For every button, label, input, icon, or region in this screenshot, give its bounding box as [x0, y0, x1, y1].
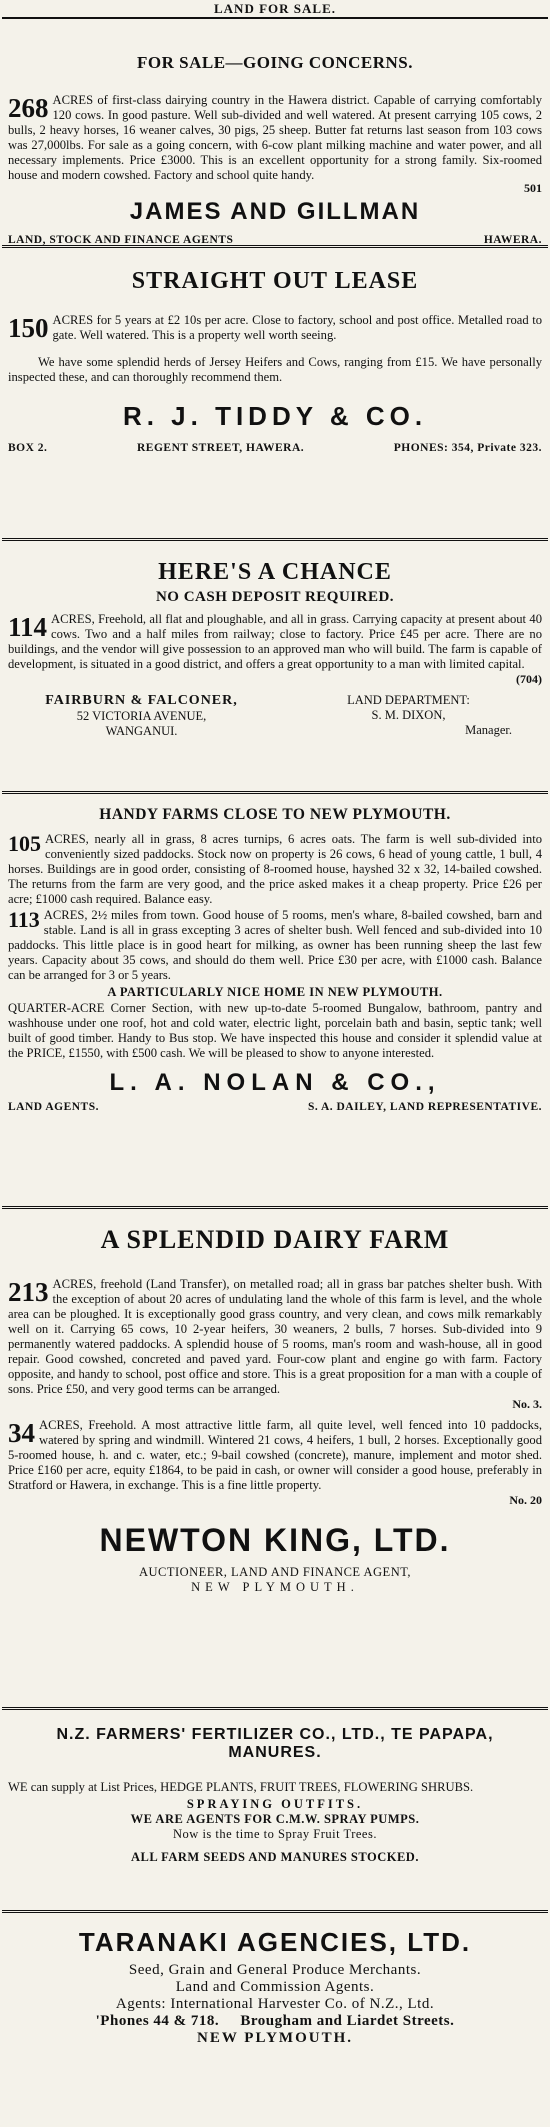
- ad-heading: FOR SALE—GOING CONCERNS.: [136, 53, 413, 72]
- ad-text: ACRES, 2½ miles from town. Good house of 5 rooms, men's whare, 8-bailed cowshed, barn and stable. Land is all in grass excepting 3 acres of shelter bush. Well fenced and sub-divided into 10 paddocks. This little place is in good heart for milking, as owner has been running sheep the last few years. Capacity about 35 cows, and should do them well. Price £30 per acre, with £1000 cash. Balance can be arranged for 3 or 5 years.: [8, 908, 542, 982]
- page-header: LAND FOR SALE.: [214, 1, 336, 16]
- firm-name: L. A. NOLAN & CO.,: [109, 1069, 441, 1096]
- firm-box: BOX 2.: [8, 442, 48, 454]
- acreage-number: 213: [8, 1277, 49, 1307]
- firm-footer: [8, 693, 542, 739]
- ad-line-1: Seed, Grain and General Produce Merchants.: [128, 1962, 422, 1978]
- ad-line-3: Agents: International Harvester Co. of N.Z., Ltd.: [115, 1996, 435, 2012]
- firm-address-1: 52 VICTORIA AVENUE,: [76, 709, 207, 723]
- acreage-number: 114: [8, 612, 48, 642]
- firm-subtitle-1: AUCTIONEER, LAND AND FINANCE AGENT,: [138, 1565, 412, 1579]
- firm-name: TARANAKI AGENCIES, LTD.: [78, 1927, 472, 1957]
- dept-manager-name: S. M. DIXON,: [371, 708, 446, 722]
- acreage-number: 105: [8, 831, 41, 856]
- ad-reference: 501: [524, 181, 542, 195]
- ad-reference: (704): [516, 672, 542, 686]
- ad-line-1: SPRAYING OUTFITS.: [186, 1797, 364, 1811]
- firm-footer: [8, 1101, 542, 1113]
- ad-straight-out-lease: [0, 248, 550, 538]
- ad-line-4: ALL FARM SEEDS AND MANURES STOCKED.: [131, 1850, 419, 1864]
- ad-body: [8, 93, 542, 183]
- firm-representative: S. A. DAILEY, LAND REPRESENTATIVE.: [307, 1101, 542, 1113]
- ad-reference: No. 20: [509, 1493, 542, 1507]
- ad-taranaki-agencies: [0, 1913, 550, 2083]
- firm-address-2: WANGANUI.: [105, 724, 178, 738]
- ad-text: ACRES for 5 years at £2 10s per acre. Close to factory, school and post office. Metalled road to gate. Well watered. This is a property well worth seeing.: [52, 313, 542, 342]
- ad-heading: A SPLENDID DAIRY FARM: [100, 1225, 450, 1254]
- ad-handy-farms: [0, 794, 550, 1206]
- firm-block: [8, 693, 275, 739]
- firm-footer: [8, 234, 542, 246]
- ad-text: ACRES, freehold (Land Transfer), on metalled road; all in grass bar patches shelter bush. With the exception of about 20 acres of undulating land the whole of this farm is level, and the whole area can be ploughed. It is exceptionally good grass country, and very clean, and cows milk remarkably well on it. Carrying 65 cows, 10 2-year heifers, 30 weaners, 2 bulls, 7 horses. Sub-divided into 9 permanently watered paddocks. A splendid house of 5 rooms, man's room and wash-house, all in good repair. Good cowshed, concreted and paved yard. Four-cow plant and engine go with farm. Factory opposite, and handy to school, post office and store. This is a great proposition for a man with a couple of sons. Price £50, and very good terms can be arranged.: [8, 1277, 542, 1396]
- ad-heading: N.Z. FARMERS' FERTILIZER CO., LTD., TE PAPAPA,: [56, 1726, 494, 1743]
- acreage-number: 268: [8, 93, 49, 123]
- firm-name: JAMES AND GILLMAN: [129, 198, 421, 225]
- ad-reference: No. 3.: [512, 1397, 542, 1411]
- ad-line-5: NEW PLYMOUTH.: [196, 2030, 354, 2046]
- acreage-number: 113: [8, 907, 40, 932]
- ad-line-2: WE ARE AGENTS FOR C.M.W. SPRAY PUMPS.: [130, 1812, 420, 1826]
- firm-name: NEWTON KING, LTD.: [99, 1522, 451, 1558]
- ad-body-1: [8, 832, 542, 907]
- ad-body: WE can supply at List Prices, HEDGE PLANTS, FRUIT TREES, FLOWERING SHRUBS.: [8, 1780, 474, 1794]
- ad-body: [8, 313, 542, 343]
- ad-text: ACRES, Freehold, all flat and ploughable, and all in grass. Carrying capacity at present about 40 cows. Two and a half miles from railway; close to factory. Price £45 per acre. There are no buildings, and the vendor will give possession to an approved man who will build. The farm is capable of development, is situated in a good district, and offers a great opportunity to a man with limited capital.: [8, 612, 542, 671]
- ad-heading: HANDY FARMS CLOSE TO NEW PLYMOUTH.: [99, 806, 451, 823]
- ad-line-4: 'Phones 44 & 718. Brougham and Liardet Streets.: [95, 2013, 455, 2029]
- ad-text: ACRES, nearly all in grass, 8 acres turnips, 6 acres oats. The farm is well sub-divided into conveniently sized paddocks. Stock now on property is 26 cows, 6 head of young cattle, 1 bull, 4 horses. Buildings are in good order, consisting of 8-roomed house, hayshed 32 x 32, 14-bailed cowshed. The returns from the farm are very good, and the price asked makes it a cheap property. Price £26 per acre; £1000 cash required. Balance easy.: [8, 832, 542, 906]
- ad-text: ACRES, Freehold. A most attractive little farm, all quite level, well fenced into 10 paddocks, watered by spring and windmill. Wintered 21 cows, 4 heifers, 1 bull, 2 horses. Exceptionally good 5-roomed house, h. and c. water, etc.; 9-bail cowshed (concrete), manure, implement and motor shed. Price £160 per acre, equity £1864, to be paid in cash, or owner will consider a good house, preferably in Stratford or Hawera, in exchange. This is a fine little property.: [8, 1418, 542, 1492]
- ad-line-2: Land and Commission Agents.: [175, 1979, 375, 1995]
- ad-body-1: [8, 1277, 542, 1397]
- dept-block: [275, 693, 542, 739]
- firm-town: HAWERA.: [483, 234, 542, 246]
- firm-name: FAIRBURN & FALCONER,: [45, 693, 238, 708]
- ad-heading: HERE'S A CHANCE: [158, 559, 392, 585]
- firm-phones: PHONES: 354, Private 323.: [393, 442, 542, 454]
- ad-subheading: A PARTICULARLY NICE HOME IN NEW PLYMOUTH.: [107, 985, 443, 999]
- ad-heading: STRAIGHT OUT LEASE: [131, 268, 419, 294]
- ad-body-2: [8, 908, 542, 983]
- acreage-number: 34: [8, 1418, 35, 1448]
- firm-role: LAND, STOCK AND FINANCE AGENTS: [8, 234, 234, 246]
- ad-fertilizer-co: [0, 1710, 550, 1910]
- firm-address: REGENT STREET, HAWERA.: [137, 442, 305, 454]
- ad-body: [8, 612, 542, 672]
- firm-name: R. J. TIDDY & CO.: [122, 401, 428, 431]
- ad-text: ACRES of first-class dairying country in the Hawera district. Capable of carrying comfortably 120 cows. In good pasture. Well sub-divided and well watered. At present carrying 105 cows, 2 bulls, 2 heavy horses, 16 weaner calves, 30 pigs, 25 sheep. Butter fat returns last season from 103 cows was 27,000lbs. For sale as a going concern, with 6-cow plant milking machine and water power, and all necessary implements. Price £3000. This is an excellent opportunity for a strong family. Six-roomed house and modern cowshed. Factory and school quite handy.: [8, 93, 542, 182]
- ad-subheading: NO CASH DEPOSIT REQUIRED.: [155, 589, 395, 605]
- acreage-number: 150: [8, 313, 49, 343]
- ad-body-3: QUARTER-ACRE Corner Section, with new up-to-date 5-roomed Bungalow, bathroom, pantry and washhouse under one roof, hot and cold water, electric light, porcelain bath and basin, septic tank; well built of good timber. Handy to Bus stop. We have inspected this house and consider it splendid value at the PRICE, £1550, with £500 cash. We will be pleased to show to anyone interested.: [8, 1001, 542, 1060]
- firm-subtitle-2: NEW PLYMOUTH.: [191, 1580, 359, 1594]
- ad-body-2: We have some splendid herds of Jersey Heifers and Cows, ranging from £15. We have personally inspected these, and can thoroughly recommend them.: [8, 355, 542, 384]
- ad-going-concerns: [0, 19, 550, 246]
- ad-line-3: Now is the time to Spray Fruit Trees.: [173, 1827, 377, 1841]
- ad-heading-2: MANURES.: [228, 1744, 322, 1761]
- firm-role: LAND AGENTS.: [8, 1101, 99, 1113]
- dept-title: LAND DEPARTMENT:: [347, 693, 470, 707]
- ad-heres-a-chance: [0, 541, 550, 791]
- ad-body-2: [8, 1418, 542, 1493]
- firm-footer: [8, 442, 542, 454]
- dept-manager-role: Manager.: [465, 723, 512, 737]
- ad-splendid-dairy-farm: [0, 1209, 550, 1707]
